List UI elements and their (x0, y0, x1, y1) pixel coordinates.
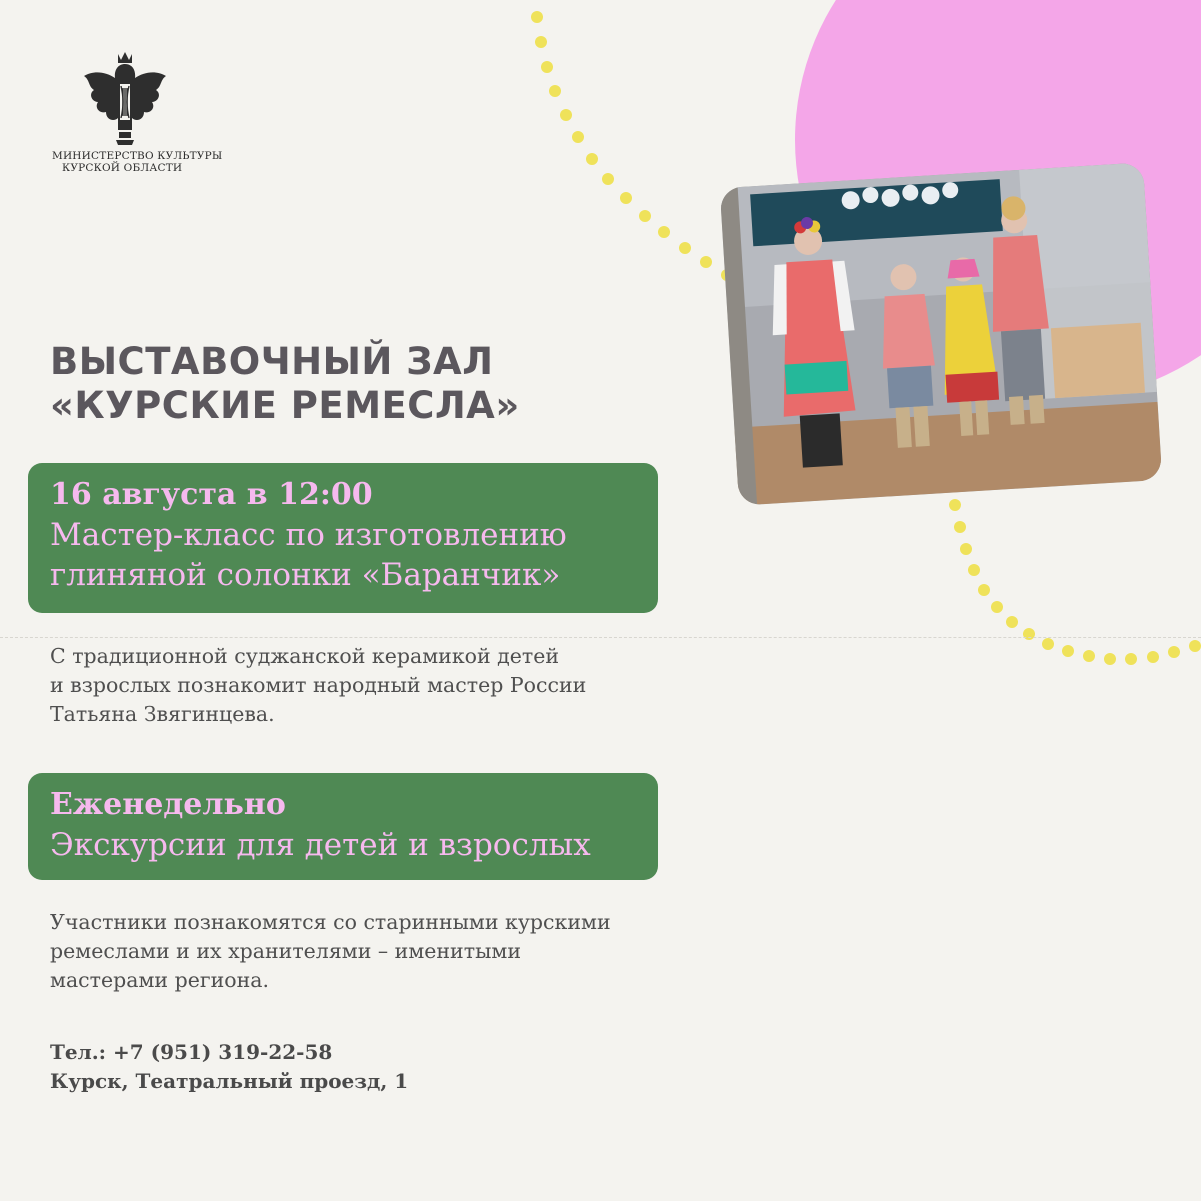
event-master-class-box (28, 463, 658, 613)
excursions-line1: Участники познакомятся со старинными курскими (50, 910, 611, 934)
ministry-name-line1: МИНИСТЕРСТВО КУЛЬТУРЫ (52, 150, 223, 162)
exhibition-photo (720, 162, 1163, 505)
event-excursions-description (50, 908, 611, 995)
address: Курск, Театральный проезд, 1 (50, 1069, 409, 1093)
event-master-class-description (50, 642, 586, 729)
title-line1: ВЫСТАВОЧНЫЙ ЗАЛ (50, 340, 494, 383)
event-schedule: Еженедельно (50, 787, 286, 822)
description-line2: и взрослых познакомит народный мастер России (50, 673, 587, 697)
ministry-name-line2: КУРСКОЙ ОБЛАСТИ (62, 162, 183, 174)
ministry-name (52, 150, 223, 174)
description-line3: Татьяна Звягинцева. (50, 702, 275, 726)
title-line2: «КУРСКИЕ РЕМЕСЛА» (50, 384, 520, 427)
folk-costume-mannequins-icon (720, 162, 1163, 505)
event-title-line1: Мастер-класс по изготовлению (50, 517, 567, 553)
page-title (50, 340, 520, 428)
description-line1: С традиционной суджанской керамикой детей (50, 644, 560, 668)
event-date: 16 августа в 12:00 (50, 477, 373, 512)
event-title-line2: глиняной солонки «Баранчик» (50, 557, 561, 593)
event-excursions-box (28, 773, 658, 880)
phone: Тел.: +7 (951) 319-22-58 (50, 1040, 333, 1064)
eagle-emblem-icon (80, 50, 170, 146)
ministry-logo (52, 50, 223, 174)
excursions-title-line: Экскурсии для детей и взрослых (50, 827, 591, 863)
event-master-class-title (50, 515, 636, 595)
excursions-line3: мастерами региона. (50, 968, 269, 992)
fold-line (0, 637, 1201, 638)
excursions-line2: ремеслами и их хранителями – именитыми (50, 939, 521, 963)
contacts (50, 1038, 408, 1096)
event-excursions-title (50, 825, 636, 865)
